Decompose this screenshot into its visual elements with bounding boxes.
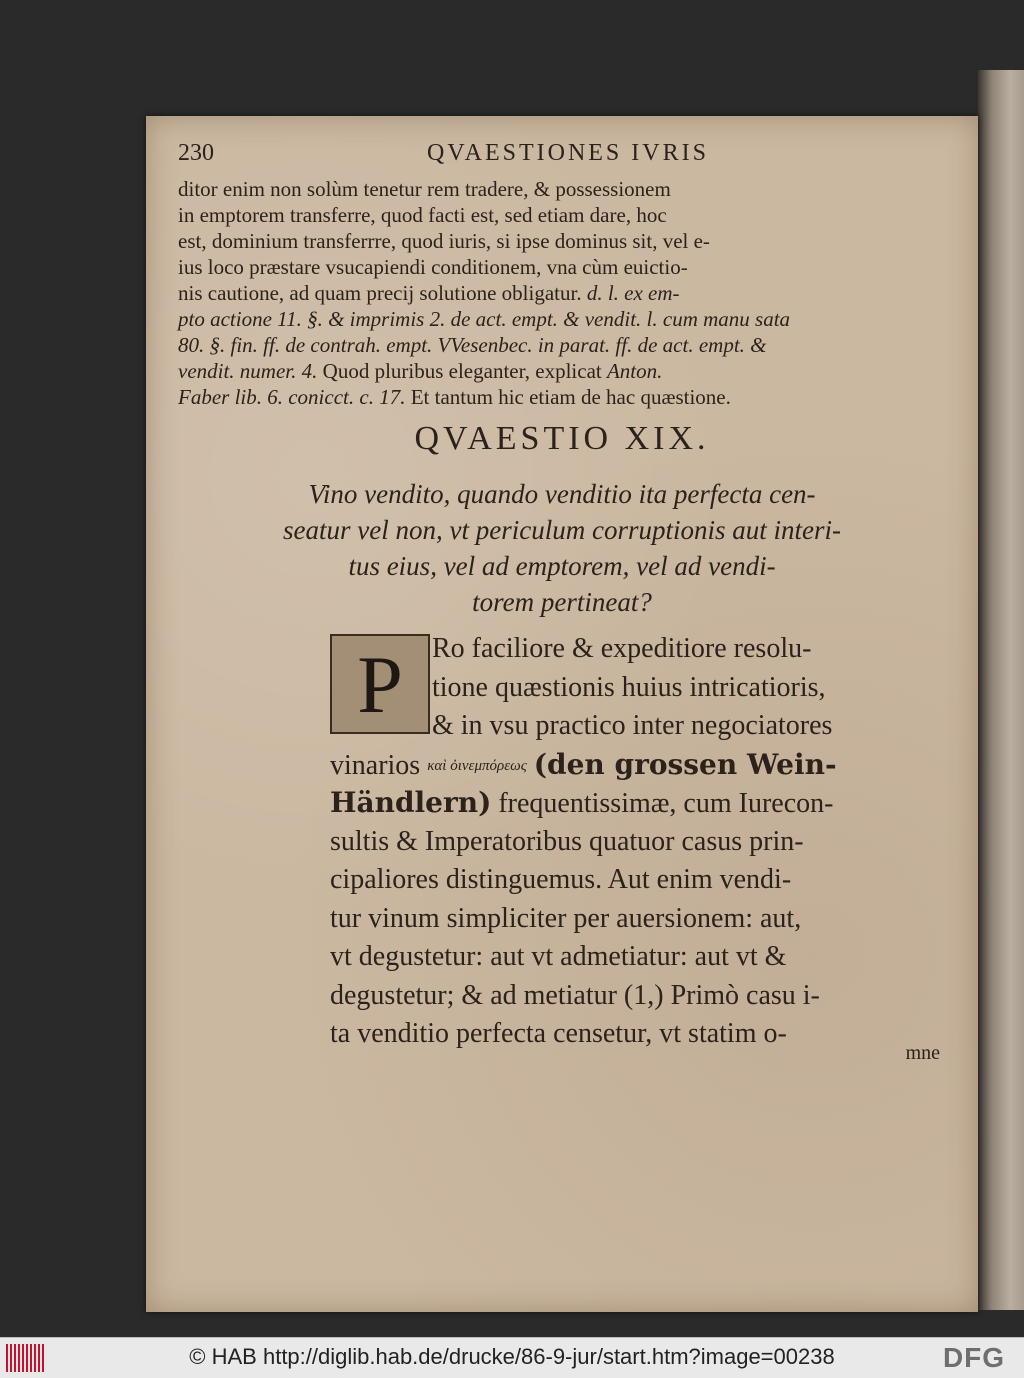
text-line: ius loco præstare vsucapiendi conditionem, vna cùm euictio- bbox=[178, 255, 688, 279]
text-span: nis cautione, ad quam precij solutione obligatur. bbox=[178, 281, 582, 305]
body-line: vt degustetur: aut vt admetiatur: aut vt & bbox=[330, 941, 787, 972]
body-line: ta venditio perfecta censetur, vt statim o- bbox=[330, 1018, 787, 1049]
dfg-logo: DFG bbox=[942, 1342, 1006, 1373]
next-page-edge bbox=[978, 70, 1024, 1310]
body-line bbox=[330, 784, 950, 823]
german-phrase: (den grossen Wein- bbox=[533, 747, 837, 781]
question-line: seatur vel non, vt periculum corruptionis aut interi- bbox=[283, 515, 841, 545]
legal-citation-line: pto actione 11. §. & imprimis 2. de act. empt. & vendit. l. cum manu sata bbox=[178, 307, 791, 331]
catchword: mne bbox=[905, 1042, 940, 1064]
running-head bbox=[178, 140, 818, 174]
text-line bbox=[178, 384, 950, 410]
page-number: 230 bbox=[178, 140, 214, 166]
drop-cap-letter: P bbox=[357, 639, 403, 730]
text-line: in emptorem transferre, quod facti est, sed etiam dare, hoc bbox=[178, 203, 667, 227]
question-text bbox=[146, 476, 978, 620]
body-line: & in vsu practico inter negociatores bbox=[432, 710, 833, 741]
text-line bbox=[178, 358, 950, 384]
text-span: Quod pluribus eleganter, explicat bbox=[322, 359, 602, 383]
text-line bbox=[178, 280, 950, 306]
question-heading: QVAESTIO XIX. bbox=[414, 420, 710, 457]
body-line: tione quæstionis huius intricatioris, bbox=[432, 671, 826, 703]
greek-phrase: καὶ ὀινεμπόρεως bbox=[427, 757, 527, 774]
text-line: est, dominium transferrre, quod iuris, si ipse dominus sit, vel e- bbox=[178, 229, 710, 253]
author-name: Anton. bbox=[606, 359, 663, 383]
body-line bbox=[330, 746, 950, 785]
body-line: tur vinum simpliciter per auersionem: aut, bbox=[330, 902, 802, 934]
body-line: Ro faciliore & expeditiore resolu- bbox=[432, 633, 812, 664]
text-span: vinarios bbox=[330, 749, 421, 781]
text-line: ditor enim non solùm tenetur rem tradere, & possessionem bbox=[178, 177, 671, 201]
running-head-title: QVAESTIONES IVRIS bbox=[427, 140, 709, 166]
body-line: degustetur; & ad metiatur (1,) Primò casu i- bbox=[330, 979, 820, 1011]
footer-credit-link[interactable]: © HAB http://diglib.hab.de/drucke/86-9-jur/start.htm?image=00238 bbox=[189, 1344, 835, 1369]
question-line: tus eius, vel ad emptorem, vel ad vendi- bbox=[348, 551, 776, 581]
legal-citation: vendit. numer. 4. bbox=[178, 359, 318, 383]
german-phrase: Händlern) bbox=[330, 786, 492, 819]
text-span: Et tantum hic etiam de hac quæstione. bbox=[410, 385, 731, 409]
viewer-footer bbox=[0, 1337, 1024, 1378]
question-line: torem pertineat? bbox=[472, 587, 652, 617]
body-line: cipaliores distinguemus. Aut enim vendi- bbox=[330, 864, 792, 895]
question-line: Vino vendito, quando venditio ita perfecta cen- bbox=[308, 479, 816, 509]
text-span: frequentissimæ, cum Iurecon- bbox=[498, 788, 834, 819]
legal-citation-line: 80. §. fin. ff. de contrah. empt. VVesenbec. in parat. ff. de act. empt. & bbox=[178, 333, 767, 357]
body-text bbox=[330, 630, 950, 1054]
body-line: sultis & Imperatoribus quatuor casus prin- bbox=[330, 825, 804, 857]
legal-citation: Faber lib. 6. conicct. c. 17. bbox=[178, 385, 406, 409]
previous-question-text bbox=[178, 176, 950, 410]
legal-citation: d. l. ex em- bbox=[586, 281, 680, 305]
